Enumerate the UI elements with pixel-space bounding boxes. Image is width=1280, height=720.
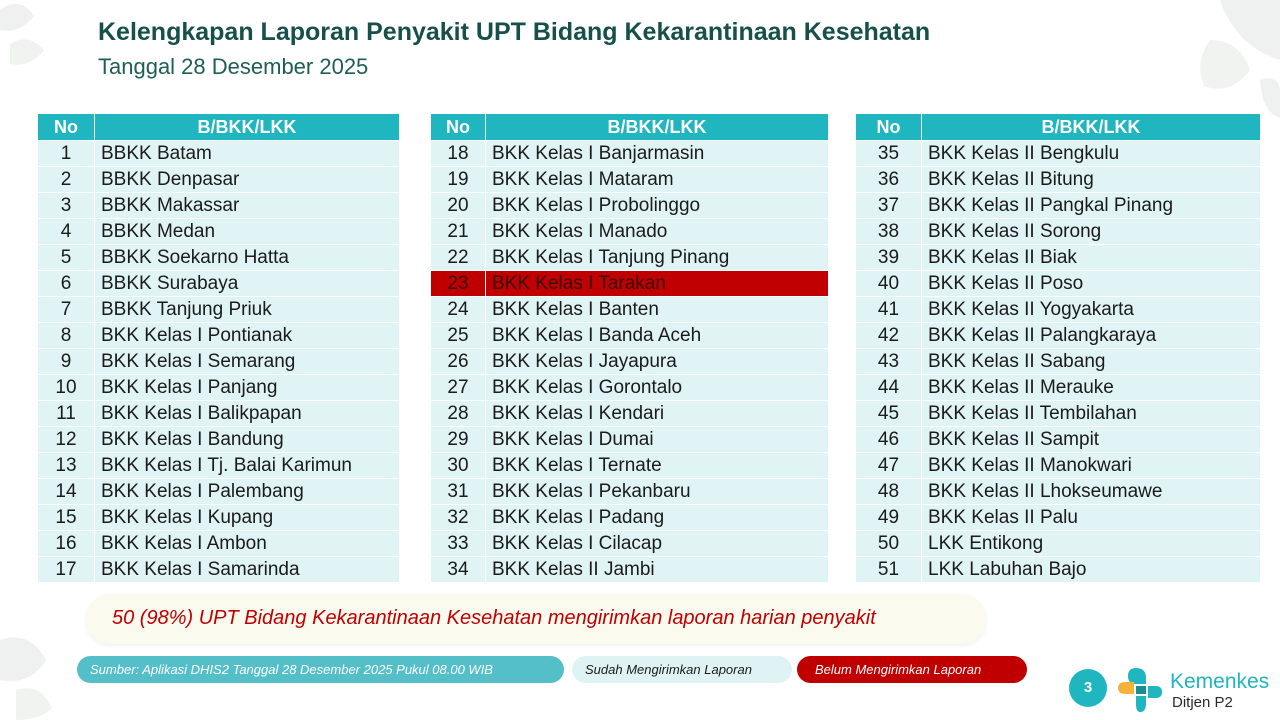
upt-name: BBKK Surabaya xyxy=(95,270,399,296)
row-number: 22 xyxy=(431,244,486,270)
row-number: 6 xyxy=(38,270,95,296)
table-row xyxy=(856,270,1260,296)
row-number: 34 xyxy=(431,556,486,582)
table-row xyxy=(431,244,828,270)
row-number: 20 xyxy=(431,192,486,218)
upt-name: LKK Entikong xyxy=(922,530,1260,556)
table-row xyxy=(431,322,828,348)
table-row xyxy=(38,478,399,504)
upt-name: BKK Kelas I Tanjung Pinang xyxy=(486,244,828,270)
row-number: 18 xyxy=(431,140,486,166)
upt-name: BKK Kelas I Cilacap xyxy=(486,530,828,556)
row-number: 49 xyxy=(856,504,922,530)
table-row xyxy=(431,400,828,426)
table-row xyxy=(431,140,828,166)
upt-name: BBKK Batam xyxy=(95,140,399,166)
row-number: 16 xyxy=(38,530,95,556)
upt-name: BKK Kelas II Palu xyxy=(922,504,1260,530)
row-number: 3 xyxy=(38,192,95,218)
table-row xyxy=(38,244,399,270)
upt-table-2 xyxy=(431,114,828,582)
table-row xyxy=(431,504,828,530)
table-row xyxy=(856,322,1260,348)
row-number: 33 xyxy=(431,530,486,556)
row-number: 5 xyxy=(38,244,95,270)
table-row xyxy=(38,556,399,582)
row-number: 24 xyxy=(431,296,486,322)
row-number: 35 xyxy=(856,140,922,166)
upt-name: BKK Kelas II Sampit xyxy=(922,426,1260,452)
upt-name: LKK Labuhan Bajo xyxy=(922,556,1260,582)
row-number: 19 xyxy=(431,166,486,192)
column-header-no: No xyxy=(431,114,486,140)
upt-name: BKK Kelas I Banda Aceh xyxy=(486,322,828,348)
row-number: 38 xyxy=(856,218,922,244)
row-number: 23 xyxy=(431,270,486,296)
column-header-name: B/BKK/LKK xyxy=(922,114,1260,140)
row-number: 7 xyxy=(38,296,95,322)
table-row xyxy=(431,270,828,296)
table-row xyxy=(431,166,828,192)
row-number: 48 xyxy=(856,478,922,504)
upt-name: BKK Kelas II Palangkaraya xyxy=(922,322,1260,348)
table-row xyxy=(431,530,828,556)
upt-name: BKK Kelas II Poso xyxy=(922,270,1260,296)
row-number: 4 xyxy=(38,218,95,244)
table-row xyxy=(38,296,399,322)
row-number: 46 xyxy=(856,426,922,452)
upt-name: BKK Kelas II Jambi xyxy=(486,556,828,582)
upt-name: BKK Kelas I Balikpapan xyxy=(95,400,399,426)
upt-name: BKK Kelas I Kupang xyxy=(95,504,399,530)
row-number: 29 xyxy=(431,426,486,452)
row-number: 14 xyxy=(38,478,95,504)
table-row xyxy=(38,452,399,478)
upt-name: BKK Kelas I Bandung xyxy=(95,426,399,452)
column-header-no: No xyxy=(856,114,922,140)
row-number: 21 xyxy=(431,218,486,244)
table-row xyxy=(856,244,1260,270)
table-row xyxy=(38,166,399,192)
column-header-no: No xyxy=(38,114,95,140)
table-row xyxy=(431,426,828,452)
table-row xyxy=(856,556,1260,582)
table-row xyxy=(856,478,1260,504)
upt-name: BKK Kelas II Sorong xyxy=(922,218,1260,244)
table-row xyxy=(38,400,399,426)
table-row xyxy=(856,452,1260,478)
upt-name: BKK Kelas I Pontianak xyxy=(95,322,399,348)
table-row xyxy=(856,504,1260,530)
table-row xyxy=(38,322,399,348)
upt-name: BKK Kelas II Merauke xyxy=(922,374,1260,400)
upt-table-3 xyxy=(856,114,1260,582)
table-row xyxy=(431,556,828,582)
row-number: 8 xyxy=(38,322,95,348)
summary-text: 50 (98%) UPT Bidang Kekarantinaan Kesehatan mengirimkan laporan harian penyakit xyxy=(112,607,876,629)
row-number: 43 xyxy=(856,348,922,374)
brand-name: Kemenkes xyxy=(1170,670,1270,693)
table-row xyxy=(38,504,399,530)
table-row xyxy=(38,140,399,166)
row-number: 26 xyxy=(431,348,486,374)
row-number: 39 xyxy=(856,244,922,270)
row-number: 30 xyxy=(431,452,486,478)
table-row xyxy=(856,166,1260,192)
sub-brand-name: Ditjen P2 xyxy=(1172,694,1233,711)
upt-name: BKK Kelas II Lhokseumawe xyxy=(922,478,1260,504)
table-row xyxy=(856,374,1260,400)
table-row xyxy=(856,530,1260,556)
table-row xyxy=(856,192,1260,218)
legend-sent xyxy=(572,656,792,683)
row-number: 51 xyxy=(856,556,922,582)
upt-name: BKK Kelas II Tembilahan xyxy=(922,400,1260,426)
row-number: 17 xyxy=(38,556,95,582)
page-title: Kelengkapan Laporan Penyakit UPT Bidang Kekarantinaan Kesehatan xyxy=(98,18,931,46)
table-row xyxy=(38,426,399,452)
table-row xyxy=(856,296,1260,322)
table-row xyxy=(38,374,399,400)
upt-name: BBKK Makassar xyxy=(95,192,399,218)
table-row xyxy=(431,374,828,400)
row-number: 25 xyxy=(431,322,486,348)
row-number: 2 xyxy=(38,166,95,192)
table-row xyxy=(431,478,828,504)
column-header-name: B/BKK/LKK xyxy=(486,114,828,140)
legend-sent-label: Sudah Mengirimkan Laporan xyxy=(585,662,752,677)
table-row xyxy=(431,296,828,322)
upt-name: BKK Kelas I Padang xyxy=(486,504,828,530)
table-row xyxy=(856,348,1260,374)
row-number: 11 xyxy=(38,400,95,426)
page-subtitle: Tanggal 28 Desember 2025 xyxy=(98,54,369,79)
table-row xyxy=(431,348,828,374)
upt-name: BKK Kelas I Probolinggo xyxy=(486,192,828,218)
upt-name: BKK Kelas I Ambon xyxy=(95,530,399,556)
decor-bottom-left xyxy=(0,630,90,720)
table-row xyxy=(38,270,399,296)
decor-top-right xyxy=(1150,0,1280,120)
upt-name: BKK Kelas I Tarakan xyxy=(486,270,828,296)
upt-name: BKK Kelas I Banten xyxy=(486,296,828,322)
upt-name: BKK Kelas II Biak xyxy=(922,244,1260,270)
upt-name: BKK Kelas I Dumai xyxy=(486,426,828,452)
table-row xyxy=(431,218,828,244)
upt-name: BBKK Tanjung Priuk xyxy=(95,296,399,322)
upt-name: BKK Kelas I Tj. Balai Karimun xyxy=(95,452,399,478)
row-number: 27 xyxy=(431,374,486,400)
row-number: 10 xyxy=(38,374,95,400)
upt-name: BKK Kelas II Sabang xyxy=(922,348,1260,374)
row-number: 1 xyxy=(38,140,95,166)
row-number: 9 xyxy=(38,348,95,374)
table-row xyxy=(38,530,399,556)
legend-not-sent xyxy=(797,656,1027,683)
upt-table-1 xyxy=(38,114,399,582)
table-row xyxy=(431,452,828,478)
summary-banner xyxy=(86,594,986,644)
upt-name: BKK Kelas I Kendari xyxy=(486,400,828,426)
upt-name: BKK Kelas I Ternate xyxy=(486,452,828,478)
upt-name: BKK Kelas I Gorontalo xyxy=(486,374,828,400)
upt-name: BKK Kelas II Bengkulu xyxy=(922,140,1260,166)
upt-name: BKK Kelas I Jayapura xyxy=(486,348,828,374)
upt-name: BKK Kelas I Pekanbaru xyxy=(486,478,828,504)
row-number: 13 xyxy=(38,452,95,478)
source-text: Sumber: Aplikasi DHIS2 Tanggal 28 Desember 2025 Pukul 08.00 WIB xyxy=(90,662,493,677)
upt-name: BBKK Denpasar xyxy=(95,166,399,192)
row-number: 12 xyxy=(38,426,95,452)
table-row xyxy=(856,400,1260,426)
row-number: 41 xyxy=(856,296,922,322)
kemenkes-logo-icon xyxy=(1116,666,1164,714)
table-row xyxy=(856,426,1260,452)
row-number: 31 xyxy=(431,478,486,504)
table-row xyxy=(856,140,1260,166)
table-row xyxy=(38,218,399,244)
row-number: 15 xyxy=(38,504,95,530)
upt-name: BKK Kelas I Samarinda xyxy=(95,556,399,582)
upt-name: BKK Kelas II Bitung xyxy=(922,166,1260,192)
row-number: 44 xyxy=(856,374,922,400)
upt-name: BKK Kelas I Panjang xyxy=(95,374,399,400)
row-number: 42 xyxy=(856,322,922,348)
row-number: 32 xyxy=(431,504,486,530)
source-note xyxy=(77,656,564,683)
upt-name: BBKK Medan xyxy=(95,218,399,244)
page-number: 3 xyxy=(1069,669,1107,707)
row-number: 36 xyxy=(856,166,922,192)
upt-name: BKK Kelas II Yogyakarta xyxy=(922,296,1260,322)
table-row xyxy=(38,192,399,218)
decor-top-left xyxy=(0,0,80,70)
row-number: 28 xyxy=(431,400,486,426)
row-number: 45 xyxy=(856,400,922,426)
column-header-name: B/BKK/LKK xyxy=(95,114,399,140)
row-number: 37 xyxy=(856,192,922,218)
upt-name: BKK Kelas I Semarang xyxy=(95,348,399,374)
row-number: 40 xyxy=(856,270,922,296)
row-number: 50 xyxy=(856,530,922,556)
upt-name: BKK Kelas I Manado xyxy=(486,218,828,244)
table-row xyxy=(38,348,399,374)
upt-name: BKK Kelas II Manokwari xyxy=(922,452,1260,478)
table-row xyxy=(856,218,1260,244)
upt-name: BKK Kelas II Pangkal Pinang xyxy=(922,192,1260,218)
upt-name: BKK Kelas I Mataram xyxy=(486,166,828,192)
upt-name: BKK Kelas I Palembang xyxy=(95,478,399,504)
table-row xyxy=(431,192,828,218)
upt-name: BBKK Soekarno Hatta xyxy=(95,244,399,270)
row-number: 47 xyxy=(856,452,922,478)
upt-name: BKK Kelas I Banjarmasin xyxy=(486,140,828,166)
legend-not-sent-label: Belum Mengirimkan Laporan xyxy=(815,662,982,677)
